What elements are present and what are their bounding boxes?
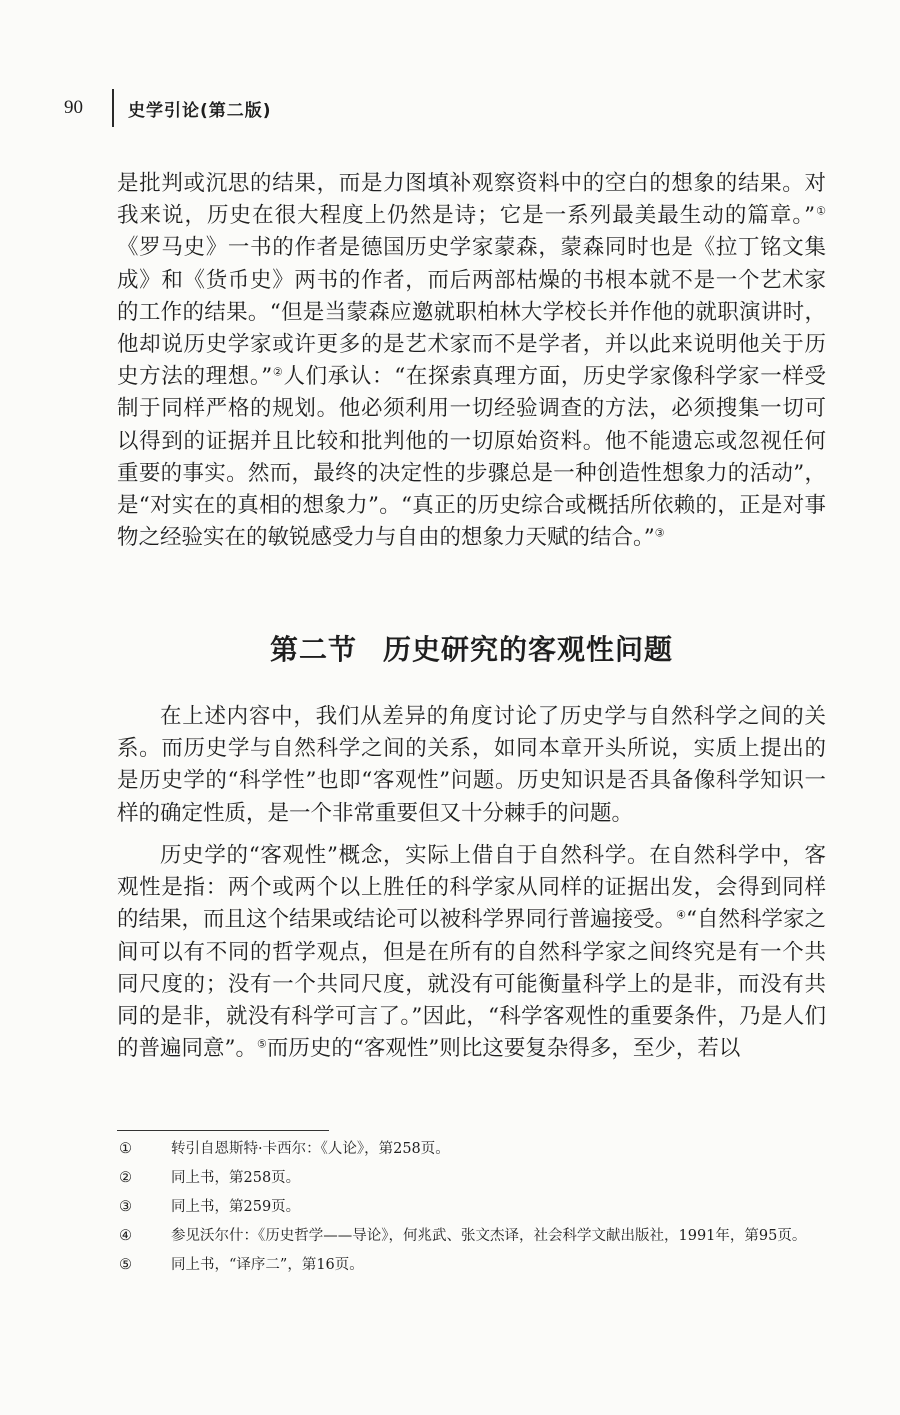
page-number: 90 [64,97,83,118]
footnote-reference: ④ [676,908,686,922]
footnote-text: 同上书，第259页。 [171,1199,301,1215]
footnote-marker: ③ [119,1199,132,1215]
footnote-marker: ① [119,1141,132,1157]
footnote-reference: ⑤ [257,1037,267,1051]
body-paragraph [117,840,826,1065]
section-heading [117,628,826,668]
body-paragraph [117,168,826,554]
footnote-divider [117,1130,329,1131]
footnote-reference: ③ [654,526,665,540]
paragraph-text: 是批判或沉思的结果，而是力图填补观察资料中的空白的想象的结果。对我来说，历史在很大程度上仍然是诗；它是一系列最美最生动的篇章。” [117,171,826,229]
footnote-text: 同上书，“译序二”，第16页。 [171,1257,364,1273]
footnote-text: 同上书，第258页。 [171,1170,301,1186]
footnote-item [117,1135,826,1164]
section-title: 历史研究的客观性问题 [383,633,674,666]
paragraph-text: 历史学的“客观性”概念，实际上借自于自然科学。在自然科学中，客观性是指：两个或两个以上胜任的科学家从同样的证据出发，会得到同样的结果，而且这个结果或结论可以被科学界同行普遍接受。 [117,843,826,933]
book-title: 史学引论(第二版) [128,100,272,121]
section-number: 第二节 [269,633,357,666]
footnote-marker: ⑤ [119,1257,132,1273]
footnote-text: 转引自恩斯特·卡西尔：《人论》，第258页。 [171,1141,450,1157]
footnote-item [117,1164,826,1193]
footnote-item [117,1251,826,1280]
footnote-reference: ① [815,204,826,218]
footnote-text: 参见沃尔什：《历史哲学——导论》，何兆武、张文杰译，社会科学文献出版社，1991年，第95页。 [171,1228,807,1244]
footnote-marker: ② [119,1170,132,1186]
paragraph-text: “自然科学家之间可以有不同的哲学观点，但是在所有的自然科学家之间终究是有一个共同尺度的；没有一个共同尺度，就没有可能衡量科学上的是非，而没有共同的是非，就没有科学可言了。”因此，“科学客观性的重要条件，乃是人们的普遍同意”。 [117,907,826,1062]
footnote-item [117,1193,826,1222]
body-paragraph: 在上述内容中，我们从差异的角度讨论了历史学与自然科学之间的关系。而历史学与自然科学之间的关系，如同本章开头所说，实质上提出的是历史学的“科学性”也即“客观性”问题。历史知识是否具备像科学知识一样的确定性质，是一个非常重要但又十分棘手的问题。 [117,704,826,826]
footnote-item [117,1222,826,1251]
paragraph-text: 《罗马史》一书的作者是德国历史学家蒙森，蒙森同时也是《拉丁铭文集成》和《货币史》两书的作者，而后两部枯燥的书根本就不是一个艺术家的工作的结果。“但是当蒙森应邀就职柏林大学校长并作他的就职演讲时，他却说历史学家或许更多的是艺术家而不是学者，并以此来说明他关于历史方法的理想。” [117,235,826,390]
footnote-list [117,1135,826,1280]
footnote-reference: ② [272,365,284,379]
footnote-marker: ④ [119,1228,132,1244]
running-header [64,88,272,128]
paragraph-text: 而历史的“客观性”则比这要复杂得多，至少，若以 [266,1036,741,1062]
header-divider [112,89,114,127]
paragraph-text: 人们承认：“在探索真理方面，历史学家像科学家一样受制于同样严格的规划。他必须利用一切经验调查的方法，必须搜集一切可以得到的证据并且比较和批判他的一切原始资料。他不能遗忘或忽视任何重要的事实。然而，最终的决定性的步骤总是一种创造性想象力的活动”，是“对实在的真相的想象力”。“真正的历史综合或概括所依赖的，正是对事物之经验实在的敏锐感受力与自由的想象力天赋的结合。” [117,364,826,551]
